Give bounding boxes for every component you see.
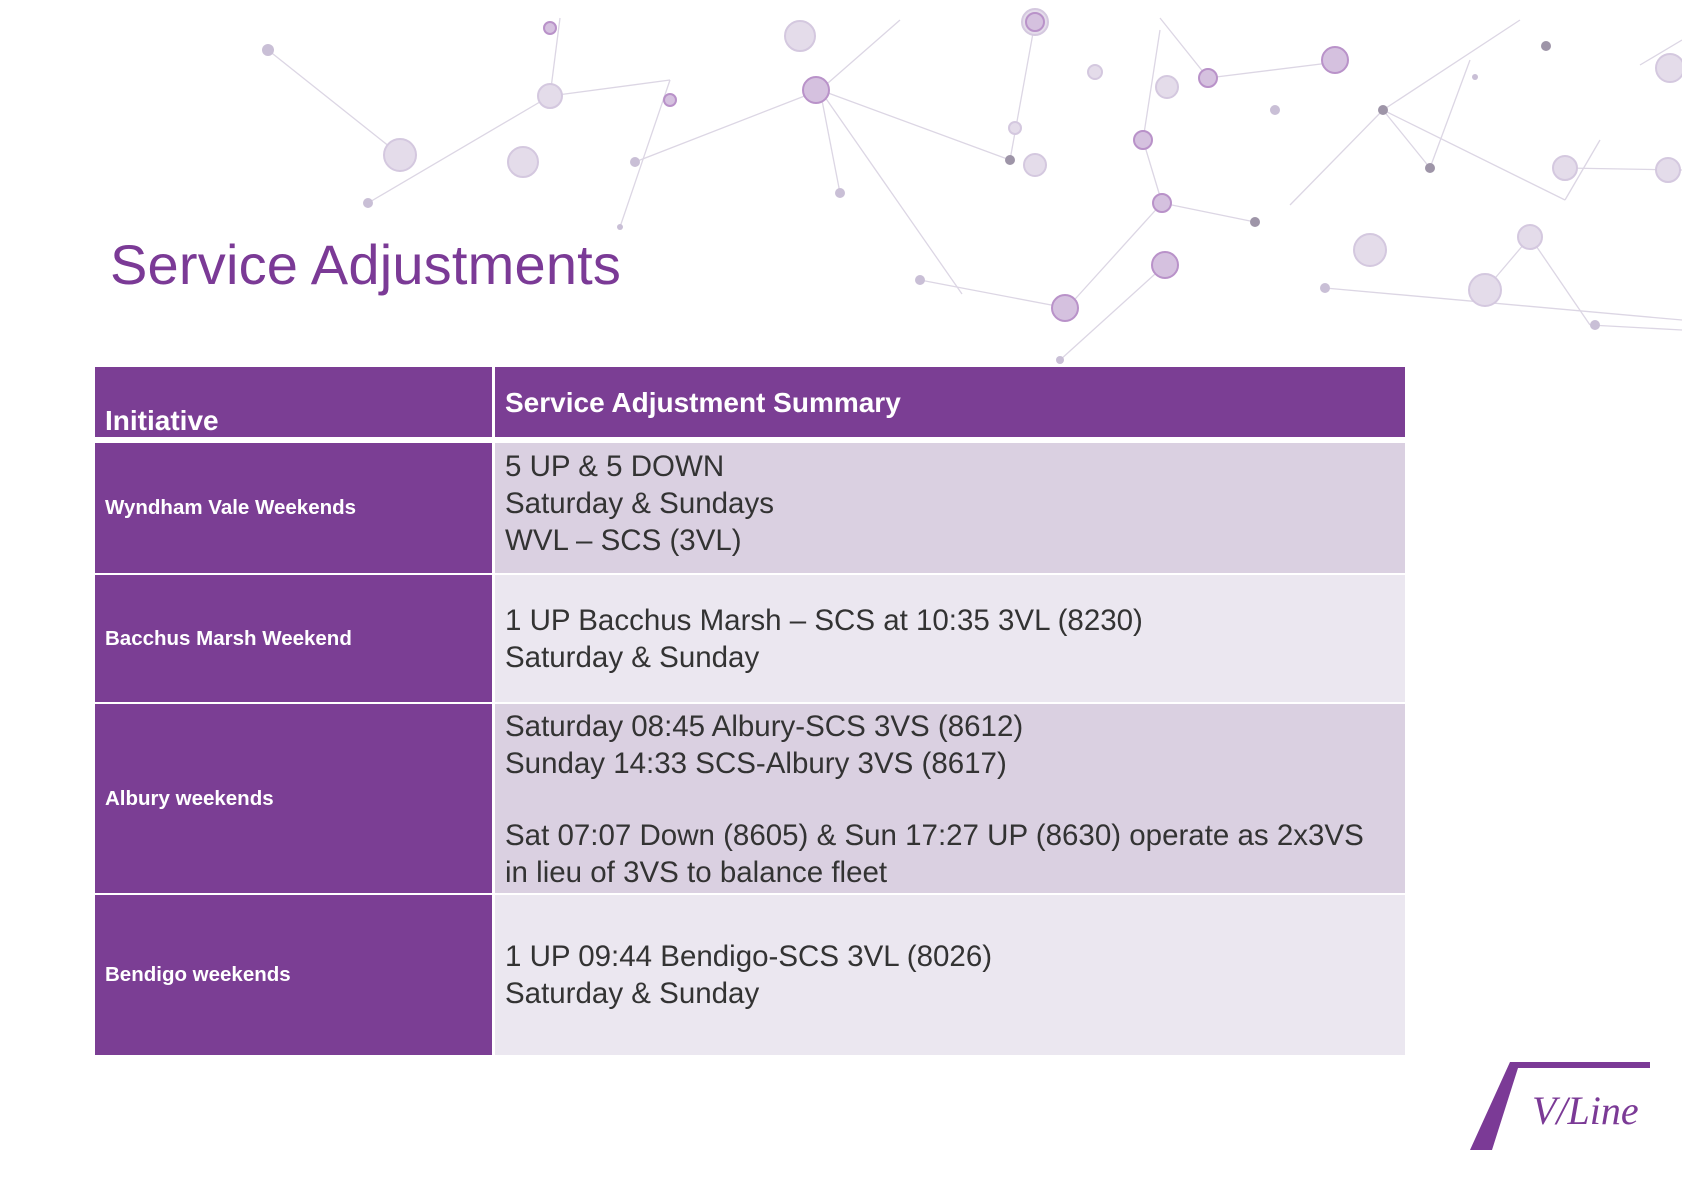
initiative-column-header — [95, 367, 492, 437]
summary-line: 1 UP Bacchus Marsh – SCS at 10:35 3VL (8230) — [505, 603, 1143, 637]
service-adjustments-table — [95, 367, 1405, 1057]
initiative-cell: Wyndham Vale Weekends — [95, 443, 492, 573]
table-header-row — [95, 367, 1405, 437]
summary-line: WVL – SCS (3VL) — [505, 524, 742, 557]
summary-line: 5 UP & 5 DOWN — [505, 450, 725, 483]
page-title: Service Adjustments — [110, 233, 622, 296]
summary-cell — [495, 704, 1405, 893]
initiative-cell: Bacchus Marsh Weekend — [95, 575, 492, 702]
summary-line: Sat 07:07 Down (8605) & Sun 17:27 UP (8630) operate as 2x3VS — [505, 819, 1364, 852]
summary-column-header: Service Adjustment Summary — [495, 367, 1405, 437]
table-row — [95, 443, 1405, 573]
initiative-header-label: Initiative — [105, 405, 219, 436]
summary-line: in lieu of 3VS to balance fleet — [505, 856, 888, 889]
table-row — [95, 895, 1405, 1055]
summary-line: Saturday & Sunday — [505, 640, 760, 674]
network-background-graphic — [0, 0, 1682, 380]
summary-line: Saturday & Sunday — [505, 977, 760, 1010]
initiative-cell: Albury weekends — [95, 704, 492, 893]
summary-cell — [495, 575, 1405, 702]
summary-cell — [495, 443, 1405, 573]
initiative-cell: Bendigo weekends — [95, 895, 492, 1055]
summary-cell — [495, 895, 1405, 1055]
table-row — [95, 704, 1405, 893]
vline-logo — [1470, 1060, 1655, 1152]
line-spacer — [505, 782, 1405, 817]
summary-line: 1 UP 09:44 Bendigo-SCS 3VL (8026) — [505, 940, 993, 973]
summary-line: Sunday 14:33 SCS-Albury 3VS (8617) — [505, 747, 1007, 780]
svg-text:V/Line: V/Line — [1532, 1088, 1639, 1133]
table-row — [95, 575, 1405, 702]
summary-line: Saturday & Sundays — [505, 487, 774, 520]
summary-line: Saturday 08:45 Albury-SCS 3VS (8612) — [505, 710, 1024, 743]
